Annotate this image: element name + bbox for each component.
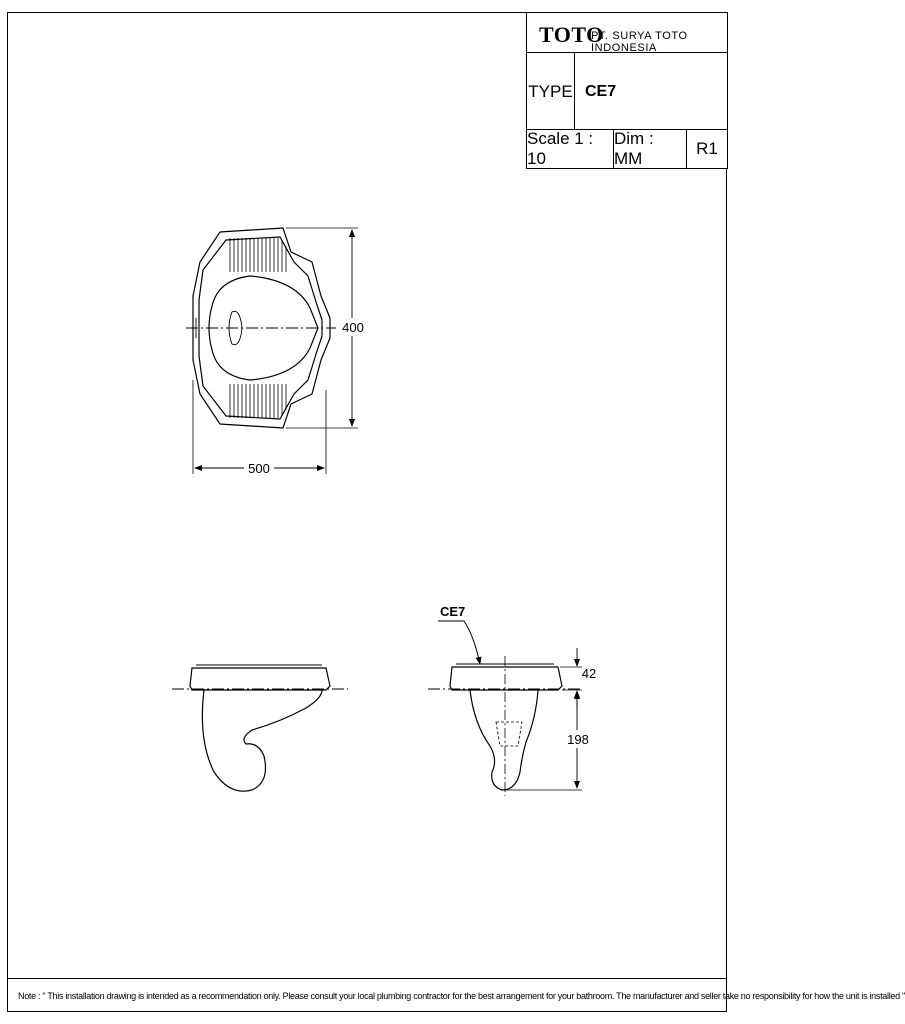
side-view-trap-body	[470, 690, 538, 790]
side-view-outlet	[496, 722, 522, 746]
company-name: PT. SURYA TOTO INDONESIA	[591, 30, 688, 54]
side-view-rim	[450, 667, 562, 690]
installation-note: Note : " This installation drawing is intended as a recommendation only. Please consult your local plumbing contractor for the best arrangement for your bathroom. The manufacturer and seller take no responsibility for how the unit is installed "	[18, 991, 905, 1001]
front-view-trap-body	[202, 690, 322, 791]
dim-42-label: 42	[581, 666, 597, 681]
scale-cell: Scale 1 : 10	[527, 130, 614, 168]
note-divider	[7, 978, 727, 979]
front-view-rim	[190, 668, 330, 690]
foot-tread-upper	[230, 238, 286, 272]
type-value: CE7	[585, 82, 617, 100]
dim-198-label: 198	[567, 732, 589, 747]
dim-500-label: 500	[248, 461, 270, 476]
callout-label: CE7	[440, 604, 466, 619]
foot-tread-lower	[230, 384, 286, 418]
callout-leader	[464, 621, 480, 664]
brand-logo: TOTO	[539, 22, 604, 47]
front-view	[172, 665, 348, 791]
top-view	[186, 228, 358, 474]
type-label: TYPE	[527, 53, 575, 130]
revision-cell: R1	[696, 139, 718, 158]
dim-cell: Dim : MM	[614, 130, 687, 168]
dim-400-label: 400	[342, 320, 364, 335]
side-view	[428, 621, 582, 796]
